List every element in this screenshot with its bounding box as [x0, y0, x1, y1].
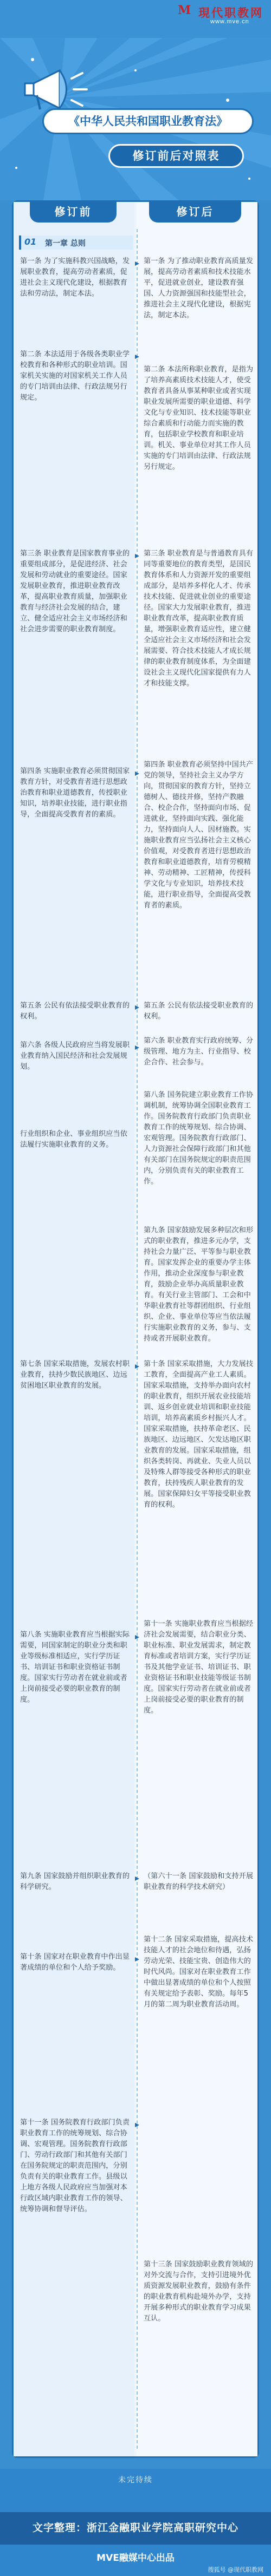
- arrow-right-icon: [134, 1956, 140, 1963]
- logo-url: www.mve.cn: [210, 18, 249, 25]
- before-article-6b: 行业组织和企业、事业组织应当依法履行实施职业教育的义务。: [20, 1130, 127, 1149]
- chapter-number: 01: [24, 237, 37, 247]
- before-article-2: 第二条 本法适用于各级各类职业学校教育和各种形式的职业培训。国家机关实施的对国家机关工作人员的专门培训由法律、行政法规另行规定。: [20, 350, 130, 402]
- before-article-3: 第三条 职业教育是国家教育事业的重要组成部分，是促进经济、社会发展和劳动就业的重要途径。国家发展职业教育，推进职业教育改革，提高职业教育质量，加强职业教育与经济社会发展的结合，建立、健全适应社会主义市场经济和社会进步需要的职业教育制度。: [20, 550, 130, 633]
- before-article-7: 第七条 国家采取措施，发展农村职业教育，扶持少数民族地区、边远贫困地区职业教育的发展。: [20, 1360, 130, 1390]
- comparison-panel: [12, 200, 259, 2458]
- after-article-9: 第九条 国家鼓励发展多种层次和形式的职业教育，推进多元办学，支持社会力量广泛、平等参与职业教育。国家发挥企业的重要办学主体作用，推动企业深度参与职业教育，鼓励企业举办高质量职业教育。有关行业主管部门、工会和中华职业教育社等群团组织、行业组织、企业、事业单位等应当依法履行实施职业教育的义务，参与、支持或者开展职业教育。: [144, 1226, 254, 1343]
- top-bar: [0, 0, 271, 38]
- after-article-5: 第五条 公民有依法接受职业教育的权利。: [144, 1002, 254, 1021]
- column-divider-dash: [137, 229, 138, 2449]
- arrow-right-icon: [134, 1363, 140, 1370]
- logo-mark-icon: M: [178, 3, 191, 17]
- page-title-banner: [42, 108, 254, 134]
- arrow-right-icon: [134, 1875, 140, 1882]
- logo-name: 現代职教网: [198, 6, 263, 19]
- after-article-13: 第十三条 国家鼓励职业教育领域的对外交流与合作，支持引进境外优质资源发展职业教育，鼓励有条件的职业教育机构赴境外办学，支持开展多种形式的职业教育学习成果互认。: [144, 2260, 254, 2323]
- after-article-6: 第六条 职业教育实行政府统筹、分级管理、地方为主、行业指导、校企合作、社会参与。: [144, 1037, 254, 1067]
- after-article-3: 第三条 职业教育是与普通教育具有同等重要地位的教育类型，是国民教育体系和人力资源开发的重要组成部分，是培养多样化人才、传承技术技能、促进就业创业的重要途径。国家大力发展职业教育，推进职业教育改革，提高职业教育质量，增强职业教育适应性，建立健全适应社会主义市场经济和社会发展需要、符合技术技能人才成长规律的职业教育制度体系，为全面建设社会主义现代化国家提供有力人才和技能支撑。: [144, 550, 254, 688]
- arrow-right-icon: [134, 553, 140, 559]
- page-title: 《中华人民共和国职业教育法》: [68, 115, 228, 128]
- before-article-6: 第六条 各级人民政府应当将发展职业教育纳入国民经济和社会发展规划。: [20, 1041, 130, 1071]
- before-article-5: 第五条 公民有依法接受职业教育的权利。: [20, 1002, 130, 1021]
- to-be-continued: 未完待续: [118, 2476, 153, 2485]
- chapter-title: 第一章 总则: [45, 239, 86, 248]
- tab-after: 修订后: [149, 201, 241, 223]
- after-article-2: 第二条 本法所称职业教育，是指为了培养高素质技术技能人才，使受教育者具备从事某种职业或者实现职业发展所需要的职业道德、科学文化与专业知识、技术技能等职业综合素质和行动能力而实施的教育，包括职业学校教育和职业培训。机关、事业单位对其工作人员实施的专门培训由法律、行政法规另行规定。: [144, 365, 254, 471]
- before-article-8: 第八条 实施职业教育应当根据实际需要，同国家制定的职业分类和职业等级标准相适应，实行学历证书、培训证书和职业资格证书制度。国家实行劳动者在就业前或者上岗前接受必要的职业教育的制度。: [20, 1631, 130, 1704]
- before-article-9: 第九条 国家鼓励并组织职业教育的科学研究。: [20, 1872, 130, 1891]
- watermark-text: 搜狐号 @现代职教网: [208, 2566, 263, 2573]
- credit-band: [0, 2512, 271, 2545]
- after-article-61: （第六十一条 国家鼓励和支持开展职业教育的科学技术研究）: [144, 1872, 254, 1891]
- before-article-4: 第四条 实施职业教育必须贯彻国家教育方针，对受教育者进行思想政治教育和职业道德教育，传授职业知识，培养职业技能，进行职业指导，全面提高受教育者的素质。: [20, 767, 130, 819]
- page-subtitle: 修订前后对照表: [132, 149, 220, 162]
- after-article-1: 第一条 为了推动职业教育高质量发展，提高劳动者素质和技术技能水平，促进就业创业，建设教育强国、人力资源强国和技能型社会，推进社会主义现代化建设，根据宪法，制定本法。: [144, 257, 254, 319]
- after-article-12: 第十二条 国家采取措施，提高技术技能人才的社会地位和待遇，弘扬劳动光荣、技能宝贵、创造伟大的时代风尚。国家对在职业教育工作中做出显著成绩的单位和个人按照有关规定给予表彰、奖励。每年5月的第二周为职业教育活动周。: [144, 1936, 254, 2009]
- before-article-10: 第十条 国家对在职业教育中作出显著成绩的单位和个人给予奖励。: [20, 1953, 130, 1972]
- arrow-right-icon: [134, 1634, 140, 1640]
- after-article-10: 第十条 国家采取措施，大力发展技工教育，全面提高产业工人素质。国家采取措施，支持举办面向农村的职业教育，组织开展农业技能培训、返乡创业就业培训和职业技能培训，培养高素质乡村振兴人才。国家采取措施，扶持革命老区、民族地区、边远地区、欠发达地区职业教育的发展。国家采取措施，组织各类转岗、再就业、失业人员以及特殊人群等接受各种形式的职业教育，扶持残疾人职业教育的发展。国家保障妇女平等接受职业教育的权利。: [144, 1360, 254, 1509]
- after-article-8: 第八条 国务院建立职业教育工作协调机制，统筹协调全国职业教育工作。国务院教育行政部门负责职业教育工作的统筹规划、综合协调、宏观管理。国务院教育行政部门、人力资源社会保障行政部门和其他有关部门在国务院规定的职责范围内，分别负责有关的职业教育工作。: [144, 1091, 254, 1186]
- after-article-11: 第十一条 实施职业教育应当根据经济社会发展需要，结合职业分类、职业标准、职业发展需求，制定教育标准或者培训方案，实行学历证书及其他学业证书、培训证书、职业资格证书和职业技能等级证书制度。国家实行劳动者在就业前或者上岗前接受必要的职业教育的制度。: [144, 1620, 254, 1715]
- arrow-right-icon: [134, 1004, 140, 1011]
- before-article-1: 第一条 为了实施科教兴国战略，发展职业教育，提高劳动者素质，促进社会主义现代化建设，根据教育法和劳动法，制定本法。: [20, 257, 130, 298]
- chapter-heading: [19, 236, 133, 250]
- page-subtitle-banner: [108, 144, 244, 168]
- arrow-right-icon: [134, 354, 140, 360]
- after-article-4: 第四条 职业教育必须坚持中国共产党的领导，坚持社会主义办学方向，贯彻国家的教育方针，坚持立德树人、德技并修，坚持产教融合、校企合作，坚持面向市场、促进就业，坚持面向实践、强化能力，坚持面向人人、因材施教。实施职业教育应当弘扬社会主义核心价值观，对受教育者进行思想政治教育和职业道德教育，培育劳模精神、劳动精神、工匠精神，传授科学文化与专业知识，培养技术技能，进行职业指导，全面提高受教育者的素质。: [144, 761, 254, 910]
- arrow-right-icon: [134, 1044, 140, 1051]
- arrow-right-icon: [134, 260, 140, 267]
- brand-logo[interactable]: [178, 2, 264, 28]
- source-tag: MVE融媒中心出品: [96, 2553, 175, 2564]
- before-article-11: 第十一条 国务院教育行政部门负责职业教育工作的统筹规划、综合协调、宏观管理。国务院教育行政部门、劳动行政部门和其他有关部门在国务院规定的职责范围内，分别负责有关的职业教育工作。县级以上地方各级人民政府应当加强对本行政区域内职业教育工作的领导、统筹协调和督导评估。: [20, 2119, 130, 2213]
- arrow-right-icon: [134, 770, 140, 777]
- page-footer: [0, 2469, 271, 2576]
- hero-banner: [0, 38, 271, 200]
- credit-text: 文字整理：浙江金融职业学院高职研究中心: [32, 2522, 238, 2534]
- arrow-right-icon: [134, 2122, 140, 2128]
- tab-before: 修订前: [30, 201, 117, 223]
